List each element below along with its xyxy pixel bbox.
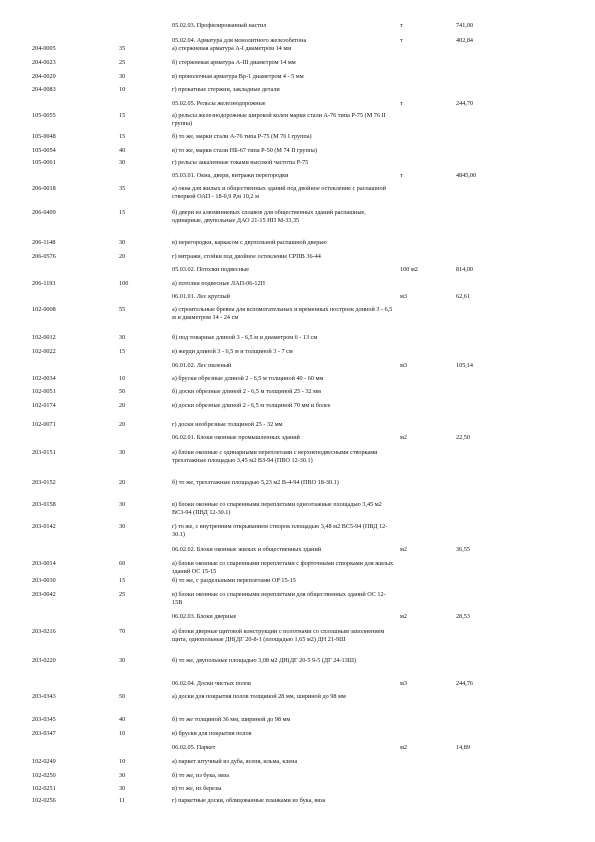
cell-price: 741,00: [456, 22, 474, 29]
cell-pct: 40: [119, 716, 126, 723]
cell-code: 105-0061: [32, 159, 56, 166]
cell-desc: в) блоки оконные со спаренными переплетами для общественных зданий ОС 12-15В: [172, 591, 386, 606]
cell-desc: 06.02.05. Паркет: [172, 744, 216, 751]
cell-desc: б) то же толщиной 36 мм, шириной до 98 мм: [172, 716, 291, 723]
cell-desc: 05.02.05. Рельсы железнодорожные: [172, 100, 266, 107]
cell-desc: г) рельсы закаленные токами высокой частоты Р-75: [172, 159, 309, 166]
cell-code: 203-0343: [32, 693, 56, 700]
cell-price: 62,61: [456, 293, 470, 300]
cell-pct: 30: [119, 449, 126, 456]
cell-code: 203-0345: [32, 716, 56, 723]
cell-pct: 30: [119, 239, 126, 246]
cell-desc: а) блоки оконные с одинарными переплетами с верхнеподвесными створками трехэтажные площадью 3,45 м2 ВЗ-94 (ПВО 12-30.1): [172, 449, 378, 464]
cell-code: 203-0014: [32, 560, 56, 567]
cell-code: 203-0030: [32, 577, 56, 584]
cell-pct: 50: [119, 388, 126, 395]
cell-price: 244,70: [456, 100, 474, 107]
cell-unit: м3: [400, 293, 408, 300]
cell-pct: 30: [119, 501, 126, 508]
cell-code: 203-0042: [32, 591, 56, 598]
cell-desc: г) витражи, стойки под двойное остекление СРПВ 36-44: [172, 253, 321, 260]
cell-code: 203-0152: [32, 479, 56, 486]
cell-desc: б) то же, трехэтажные площадью 5,23 м2 В-4-94 (ПВО 18-30.1): [172, 479, 339, 486]
cell-pct: 35: [119, 185, 126, 192]
cell-desc: 06.01.01. Лес круглый: [172, 293, 230, 300]
cell-pct: 25: [119, 591, 126, 598]
cell-desc: 06.02.02. Блоки оконные жилых и общественных зданий: [172, 546, 322, 553]
cell-price: 22,50: [456, 434, 470, 441]
cell-pct: 30: [119, 657, 126, 664]
cell-desc: б) то же, с раздельными переплетами ОР 15-15: [172, 577, 296, 584]
cell-code: 206-0018: [32, 185, 56, 192]
cell-pct: 60: [119, 560, 126, 567]
cell-code: 102-0034: [32, 375, 56, 382]
cell-code: 204-0005: [32, 45, 56, 52]
cell-pct: 70: [119, 628, 126, 635]
cell-code: 102-0051: [32, 388, 56, 395]
cell-price: 4845,00: [456, 172, 477, 179]
cell-pct: 30: [119, 523, 126, 530]
cell-pct: 30: [119, 73, 126, 80]
cell-pct: 55: [119, 306, 126, 313]
cell-price: 105,14: [456, 362, 474, 369]
cell-pct: 15: [119, 577, 126, 584]
cell-code: 102-0022: [32, 348, 56, 355]
cell-code: 105-0048: [32, 133, 56, 140]
cell-price: 814,00: [456, 266, 474, 273]
cell-desc: а) окна для жилых и общественных зданий под двойное остекление с распашной створкой ОАП - 18-0,9 Р,м 10,2 м: [172, 185, 386, 200]
cell-unit: м3: [400, 362, 408, 369]
cell-unit: т: [400, 22, 403, 29]
cell-pct: 30: [119, 772, 126, 779]
cell-desc: а) бруски обрезные длиной 2 - 6,5 м толщиной 40 - 60 мм: [172, 375, 324, 382]
cell-desc: б) то же, из бука, вяза: [172, 772, 229, 779]
cell-code: 105-0055: [32, 112, 56, 119]
cell-unit: 100 м2: [400, 266, 418, 273]
cell-desc: г) паркетные доски, облицованные планками из бука, вяза: [172, 797, 326, 804]
cell-desc: а) паркет штучный из дуба, ясеня, ильма, клена: [172, 758, 298, 765]
cell-desc: а) блоки оконные со спаренными переплетами с форточными створками для жилых зданий ОС 15-15: [172, 560, 394, 575]
cell-unit: м2: [400, 546, 408, 553]
cell-price: 28,53: [456, 613, 470, 620]
cell-pct: 11: [119, 797, 125, 804]
cell-code: 206-0576: [32, 253, 56, 260]
cell-desc: в) бруски для покрытия полов: [172, 730, 252, 737]
cell-code: 203-0220: [32, 657, 56, 664]
cell-code: 102-0008: [32, 306, 56, 313]
cell-desc: в) жерди длиной 3 - 6,5 м и толщиной 3 - 7 см: [172, 348, 293, 355]
cell-desc: а) блоки дверные щитовой конструкции с полотнами со сплошным заполнением щита, однопольные ДН(ДГ 20-8-1 (площадью 1,65 м2) ДН 21-9Ш: [172, 628, 385, 643]
cell-desc: г) доски необрезные толщиной 25 - 32 мм: [172, 421, 283, 428]
cell-pct: 50: [119, 693, 126, 700]
cell-pct: 15: [119, 133, 126, 140]
cell-price: 402,84: [456, 37, 474, 44]
cell-desc: 05.03.01. Окна, двери, витражи перегородки: [172, 172, 289, 179]
cell-code: 203-0142: [32, 523, 56, 530]
cell-desc: в) проволочная арматура Вр-1 диаметром 4 - 5 мм: [172, 73, 304, 80]
cell-desc: а) стержневая арматура А-I диаметром 14 мм: [172, 45, 292, 52]
cell-code: 204-0023: [32, 59, 56, 66]
cell-pct: 30: [119, 334, 126, 341]
cell-price: 36,55: [456, 546, 470, 553]
cell-pct: 15: [119, 112, 126, 119]
cell-unit: т: [400, 172, 403, 179]
cell-pct: 10: [119, 375, 126, 382]
cell-pct: 30: [119, 159, 126, 166]
cell-desc: а) строительные бревна для вспомогательных и временных построек длиной 3 - 6,5 м и диаметром 14 - 24 см: [172, 306, 393, 321]
cell-code: 102-0250: [32, 772, 56, 779]
cell-desc: б) под товарные длиной 3 - 6,5 м и диаметром 6 - 13 см: [172, 334, 318, 341]
cell-desc: 06.02.01. Блоки оконные промышленных зданий: [172, 434, 300, 441]
cell-unit: м2: [400, 434, 408, 441]
cell-desc: 05.03.02. Потолки подвесные: [172, 266, 249, 273]
cell-desc: в) доски обрезные длиной 2 - 6,5 м толщиной 70 мм и более: [172, 402, 331, 409]
cell-pct: 10: [119, 758, 126, 765]
cell-code: 102-0256: [32, 797, 56, 804]
cell-pct: 35: [119, 45, 126, 52]
cell-pct: 30: [119, 785, 126, 792]
cell-code: 206-1193: [32, 280, 56, 287]
cell-desc: б) то же, марки стали А-76 типа Р-75 (М 76 I группа): [172, 133, 312, 140]
cell-pct: 25: [119, 59, 126, 66]
cell-desc: а) потолки подвесные ЛАП-06-12П: [172, 280, 266, 287]
cell-price: 14,89: [456, 744, 470, 751]
cell-code: 203-0151: [32, 449, 56, 456]
cell-pct: 15: [119, 348, 126, 355]
cell-code: 204-0083: [32, 86, 56, 93]
cell-desc: 05.02.03. Профилированный настил: [172, 22, 267, 29]
cell-desc: в) блоки оконные со спаренными переплетами одноэтажные площадью 3,45 м2 ВС3-94 (ПВД 12-30.1): [172, 501, 382, 516]
cell-pct: 20: [119, 421, 126, 428]
cell-code: 102-0174: [32, 402, 56, 409]
cell-code: 206-1148: [32, 239, 56, 246]
cell-desc: б) двери из алюминиевых сплавов для общественных зданий распашные, одинарные, двупольные ДАО 21-15 НП М-33,35: [172, 209, 366, 224]
cell-code: 102-0012: [32, 334, 56, 341]
cell-desc: а) рельсы железнодорожные широкой колеи марки стали А-76 типа Р-75 (М 76 II группа): [172, 112, 386, 127]
cell-pct: 10: [119, 86, 126, 93]
cell-desc: в) перегородки, каркасом с двупольной распашной дверью: [172, 239, 327, 246]
cell-code: 203-0158: [32, 501, 56, 508]
cell-pct: 20: [119, 253, 126, 260]
cell-desc: 06.02.03. Блоки дверные: [172, 613, 237, 620]
cell-pct: 15: [119, 209, 126, 216]
cell-desc: 05.02.04. Арматура для монолитного железобетона: [172, 37, 307, 44]
cell-code: 105-0054: [32, 147, 56, 154]
cell-desc: г) то же, с внутренним открыванием створок площадью 3,48 м2 ВС5-94 (ПВД 12-30.1): [172, 523, 388, 538]
cell-code: 102-0251: [32, 785, 56, 792]
cell-unit: т: [400, 100, 403, 107]
cell-code: 204-0029: [32, 73, 56, 80]
cell-desc: б) то же, двупольные площадью 3,08 м2 ДН(ДГ 20-5 9-5 (ДГ 24-13Ш): [172, 657, 356, 664]
cell-desc: б) доски обрезные длиной 2 - 6,5 м толщиной 25 - 32 мм: [172, 388, 321, 395]
cell-unit: м3: [400, 680, 408, 687]
cell-unit: м2: [400, 613, 408, 620]
cell-desc: б) стержневая арматура А-III диаметром 14 мм: [172, 59, 296, 66]
cell-desc: а) доски для покрытия полов толщиной 28 мм, шириной до 98 мм: [172, 693, 346, 700]
cell-desc: в) то же, из березы: [172, 785, 222, 792]
cell-desc: 06.01.02. Лес пиленый: [172, 362, 232, 369]
cell-code: 203-0216: [32, 628, 56, 635]
cell-unit: м2: [400, 744, 408, 751]
cell-pct: 40: [119, 147, 126, 154]
cell-code: 102-0249: [32, 758, 56, 765]
cell-code: 102-0071: [32, 421, 56, 428]
cell-pct: 20: [119, 402, 126, 409]
cell-code: 203-0347: [32, 730, 56, 737]
cell-price: 244,76: [456, 680, 474, 687]
cell-unit: т: [400, 37, 403, 44]
cell-code: 206-0409: [32, 209, 56, 216]
cell-pct: 10: [119, 730, 126, 737]
cell-pct: 20: [119, 479, 126, 486]
cell-desc: в) то же, марки стали НБ-67 типа Р-50 (М 74 II группа): [172, 147, 317, 154]
cell-pct: 100: [119, 280, 129, 287]
cell-desc: г) прокатные стержни, закладные детали: [172, 86, 280, 93]
cell-desc: 06.02.04. Доски чистых полов: [172, 680, 251, 687]
